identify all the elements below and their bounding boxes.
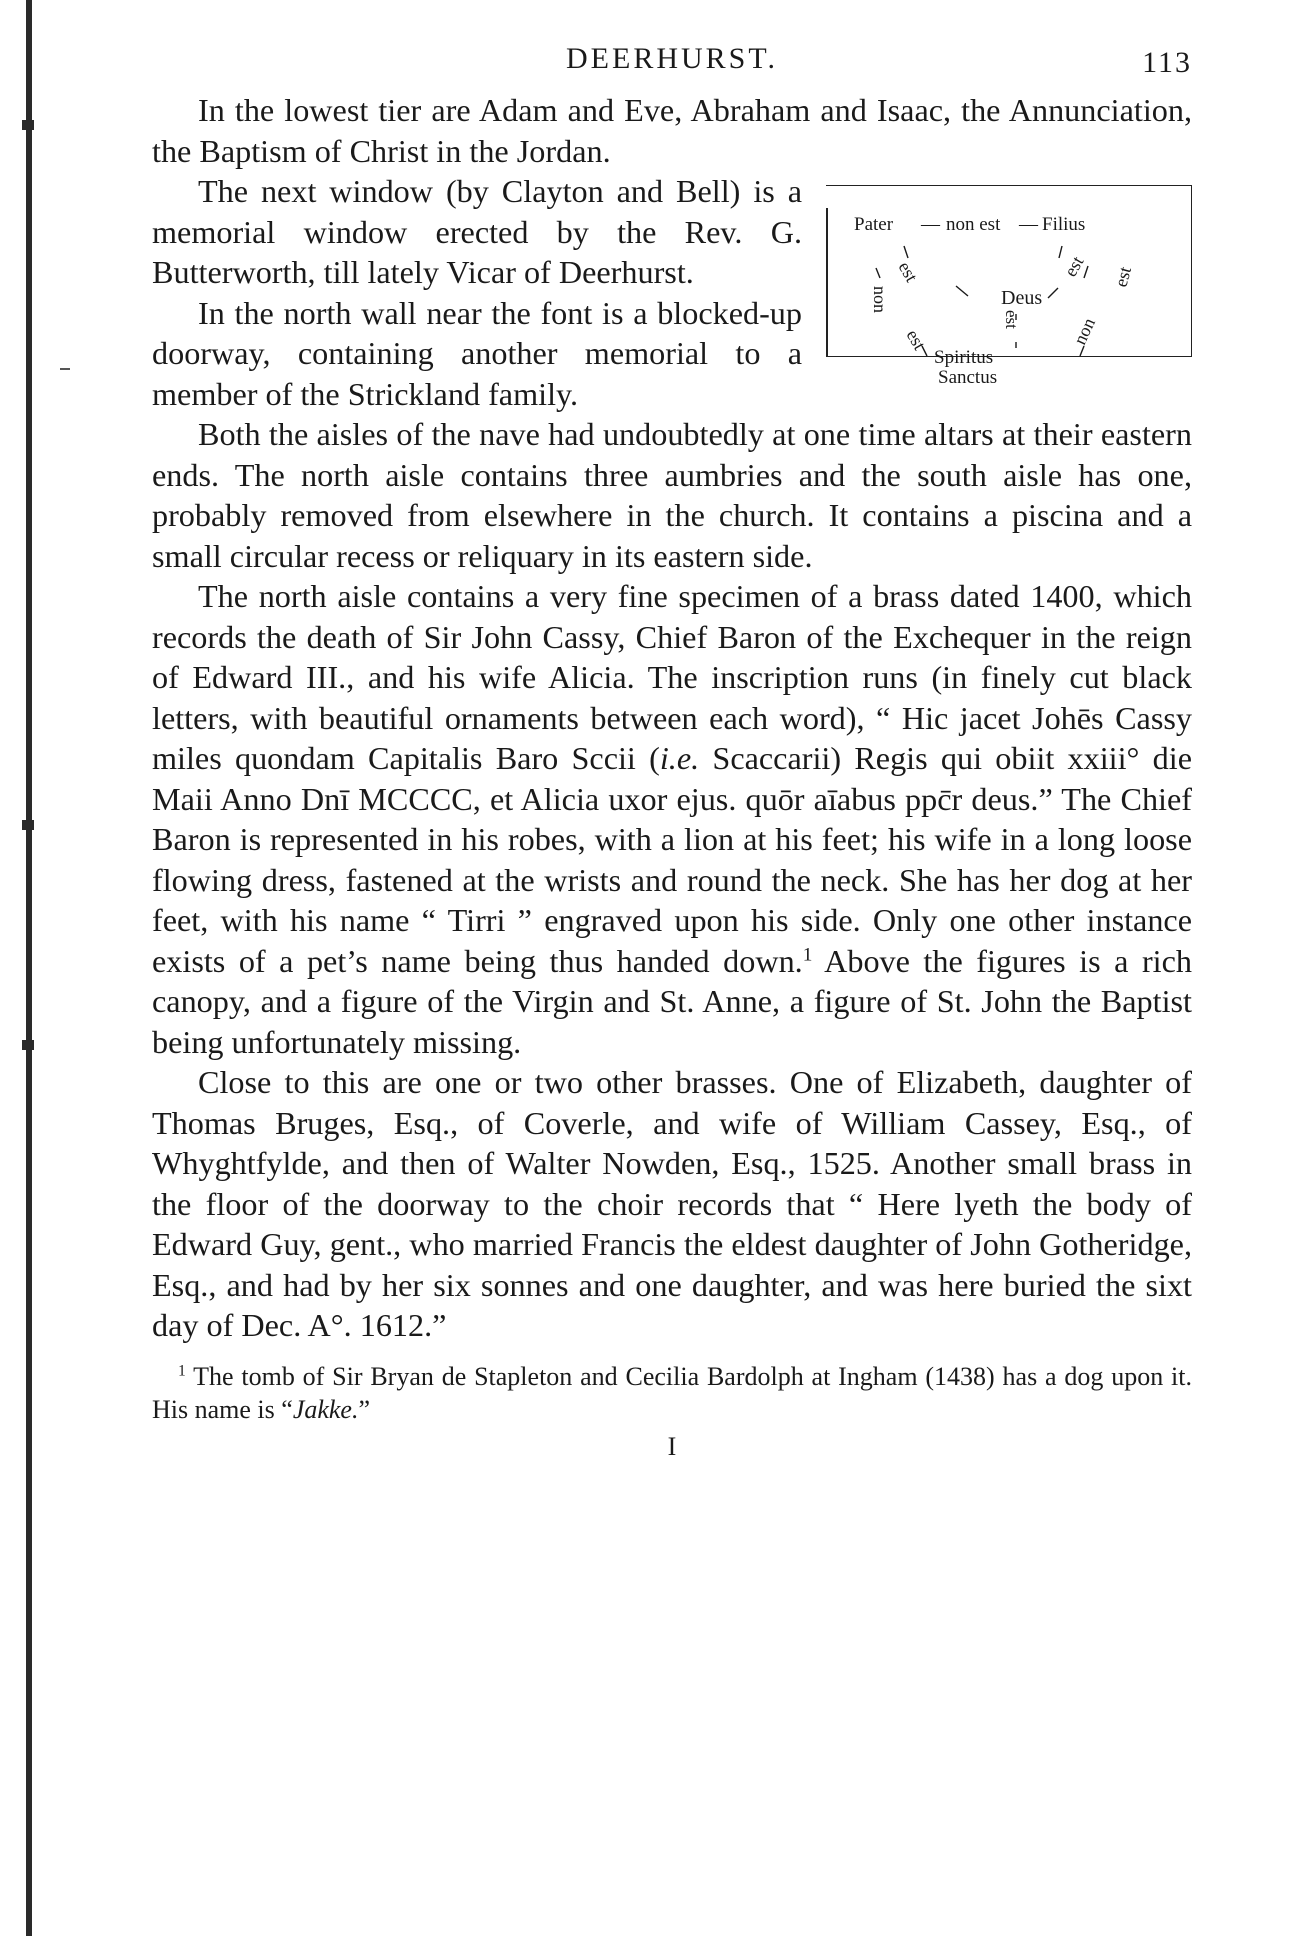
connector-line — [1048, 288, 1058, 298]
scan-edge-mark — [22, 120, 34, 130]
connector-line — [1080, 346, 1084, 356]
label-est-upper-left: est — [894, 258, 922, 286]
text-run: The north aisle contains a very fine specimen of a brass dated 1400, which records the death of Sir John Cassy, Chief Baron of the Exchequer in the reign of Edward III., and his wife Alicia. The inscription runs (in finely cut black letters, with beautiful ornaments between each word), “ Hic jacet Johēs Cassy miles quondam Capitalis Baro Sccii ( — [152, 578, 1192, 776]
paragraph: In the lowest tier are Adam and Eve, Abraham and Isaac, the Annunciation, the Baptism of Christ in the Jordan. — [152, 92, 1192, 169]
italic-run: i.e. — [659, 740, 700, 776]
connector-line — [1059, 246, 1062, 258]
scan-edge-mark — [22, 820, 34, 830]
dash: — — [1019, 214, 1038, 235]
label-spiritus: Spiritus — [934, 347, 994, 368]
label-deus: Deus — [1001, 287, 1043, 309]
paragraph: The next window (by Clayton and Bell) is a memorial window erected by the Rev. G. Butterworth, till lately Vicar of Deerhurst. — [152, 173, 802, 290]
paragraph: Both the aisles of the nave had undoubtedly at one time altars at their eastern ends. The north aisle contains three aumbries and the south aisle has one, probably removed from elsewhere in the church. It contains a piscina and a small circular recess or reliquary in its eastern side. — [152, 416, 1192, 574]
label-non-right: non — [1069, 314, 1100, 348]
paragraph: In the north wall near the font is a blocked-up doorway, containing another memorial to a member of the Strickland family. — [152, 294, 802, 412]
connector-line — [904, 246, 908, 258]
text-run: Above the figures is a rich canopy, and a figure of the Virgin and St. Anne, a figure of St. John the Baptist being unfortunately missing. — [152, 942, 1192, 1060]
footnote-marker: 1 — [178, 1361, 186, 1379]
signature-mark: I — [667, 1431, 677, 1461]
footnote-reference: 1 — [802, 943, 813, 965]
connector-line — [956, 286, 968, 296]
text-run: Scaccarii) Regis qui obiit xxiii° die Maii Anno Dnī MCCCC, et Alicia uxor ejus. quōr aīabus ppc̄r deus.” The Chief Baron is represented in his robes, with a lion at his feet; his wife in a long loose flowing dress, fastened at the wrists and round the neck. She has her dog at her feet, with his name “ Tirri ” engraved upon his side. Only one other instance exists of a pet’s name being thus handed down. — [152, 740, 1192, 979]
connector-line — [922, 346, 927, 356]
scan-edge-mark — [22, 1040, 34, 1050]
label-est-lower-left: est — [902, 326, 930, 354]
scan-edge-mark — [60, 368, 70, 370]
footnote — [152, 1360, 1192, 1426]
label-non-left: non — [870, 286, 890, 313]
label-non-est-top: non est — [946, 214, 1001, 235]
footnote-text: ” — [358, 1394, 371, 1424]
label-est-right: est — [1110, 264, 1136, 290]
connector-line — [1084, 266, 1088, 278]
running-title: DEERHURST. — [566, 42, 778, 75]
footnote-text: The tomb of Sir Bryan de Stapleton and Cecilia Bardolph at Ingham (1438) has a dog upon it. His name is “ — [152, 1361, 1192, 1424]
running-header — [152, 40, 1192, 90]
connector-line — [876, 268, 880, 278]
paragraph: Close to this are one or two other brasses. One of Elizabeth, daughter of Thomas Bruges, Esq., of Coverle, and wife of William Cassey, Esq., of Whyghtfylde, and then of Walter Nowden, Esq., 1525. Another small brass in the floor of the doorway to the choir records that “ Here lyeth the body of Edward Guy, gent., who married Francis the eldest daughter of John Gotheridge, Esq., and had by her six sonnes and one daughter, and was here buried the sixt day of Dec. A°. 1612.” — [152, 1064, 1192, 1343]
dash: — — [921, 214, 940, 235]
scan-edge-line — [26, 0, 32, 1936]
page-number: 113 — [1142, 46, 1192, 79]
label-sanctus: Sanctus — [938, 367, 998, 388]
footnote-italic: Jakke. — [292, 1394, 359, 1424]
trinity-diagram-graphic — [826, 186, 1191, 388]
label-est-upper-right: est — [1060, 252, 1088, 280]
shield-of-trinity-diagram — [826, 185, 1192, 388]
paragraph — [152, 576, 1192, 1062]
label-est-center: est — [1002, 310, 1021, 329]
book-page — [152, 40, 1192, 1462]
label-pater: Pater — [854, 214, 894, 235]
body-text — [152, 90, 1192, 1346]
label-filius: Filius — [1042, 214, 1086, 235]
